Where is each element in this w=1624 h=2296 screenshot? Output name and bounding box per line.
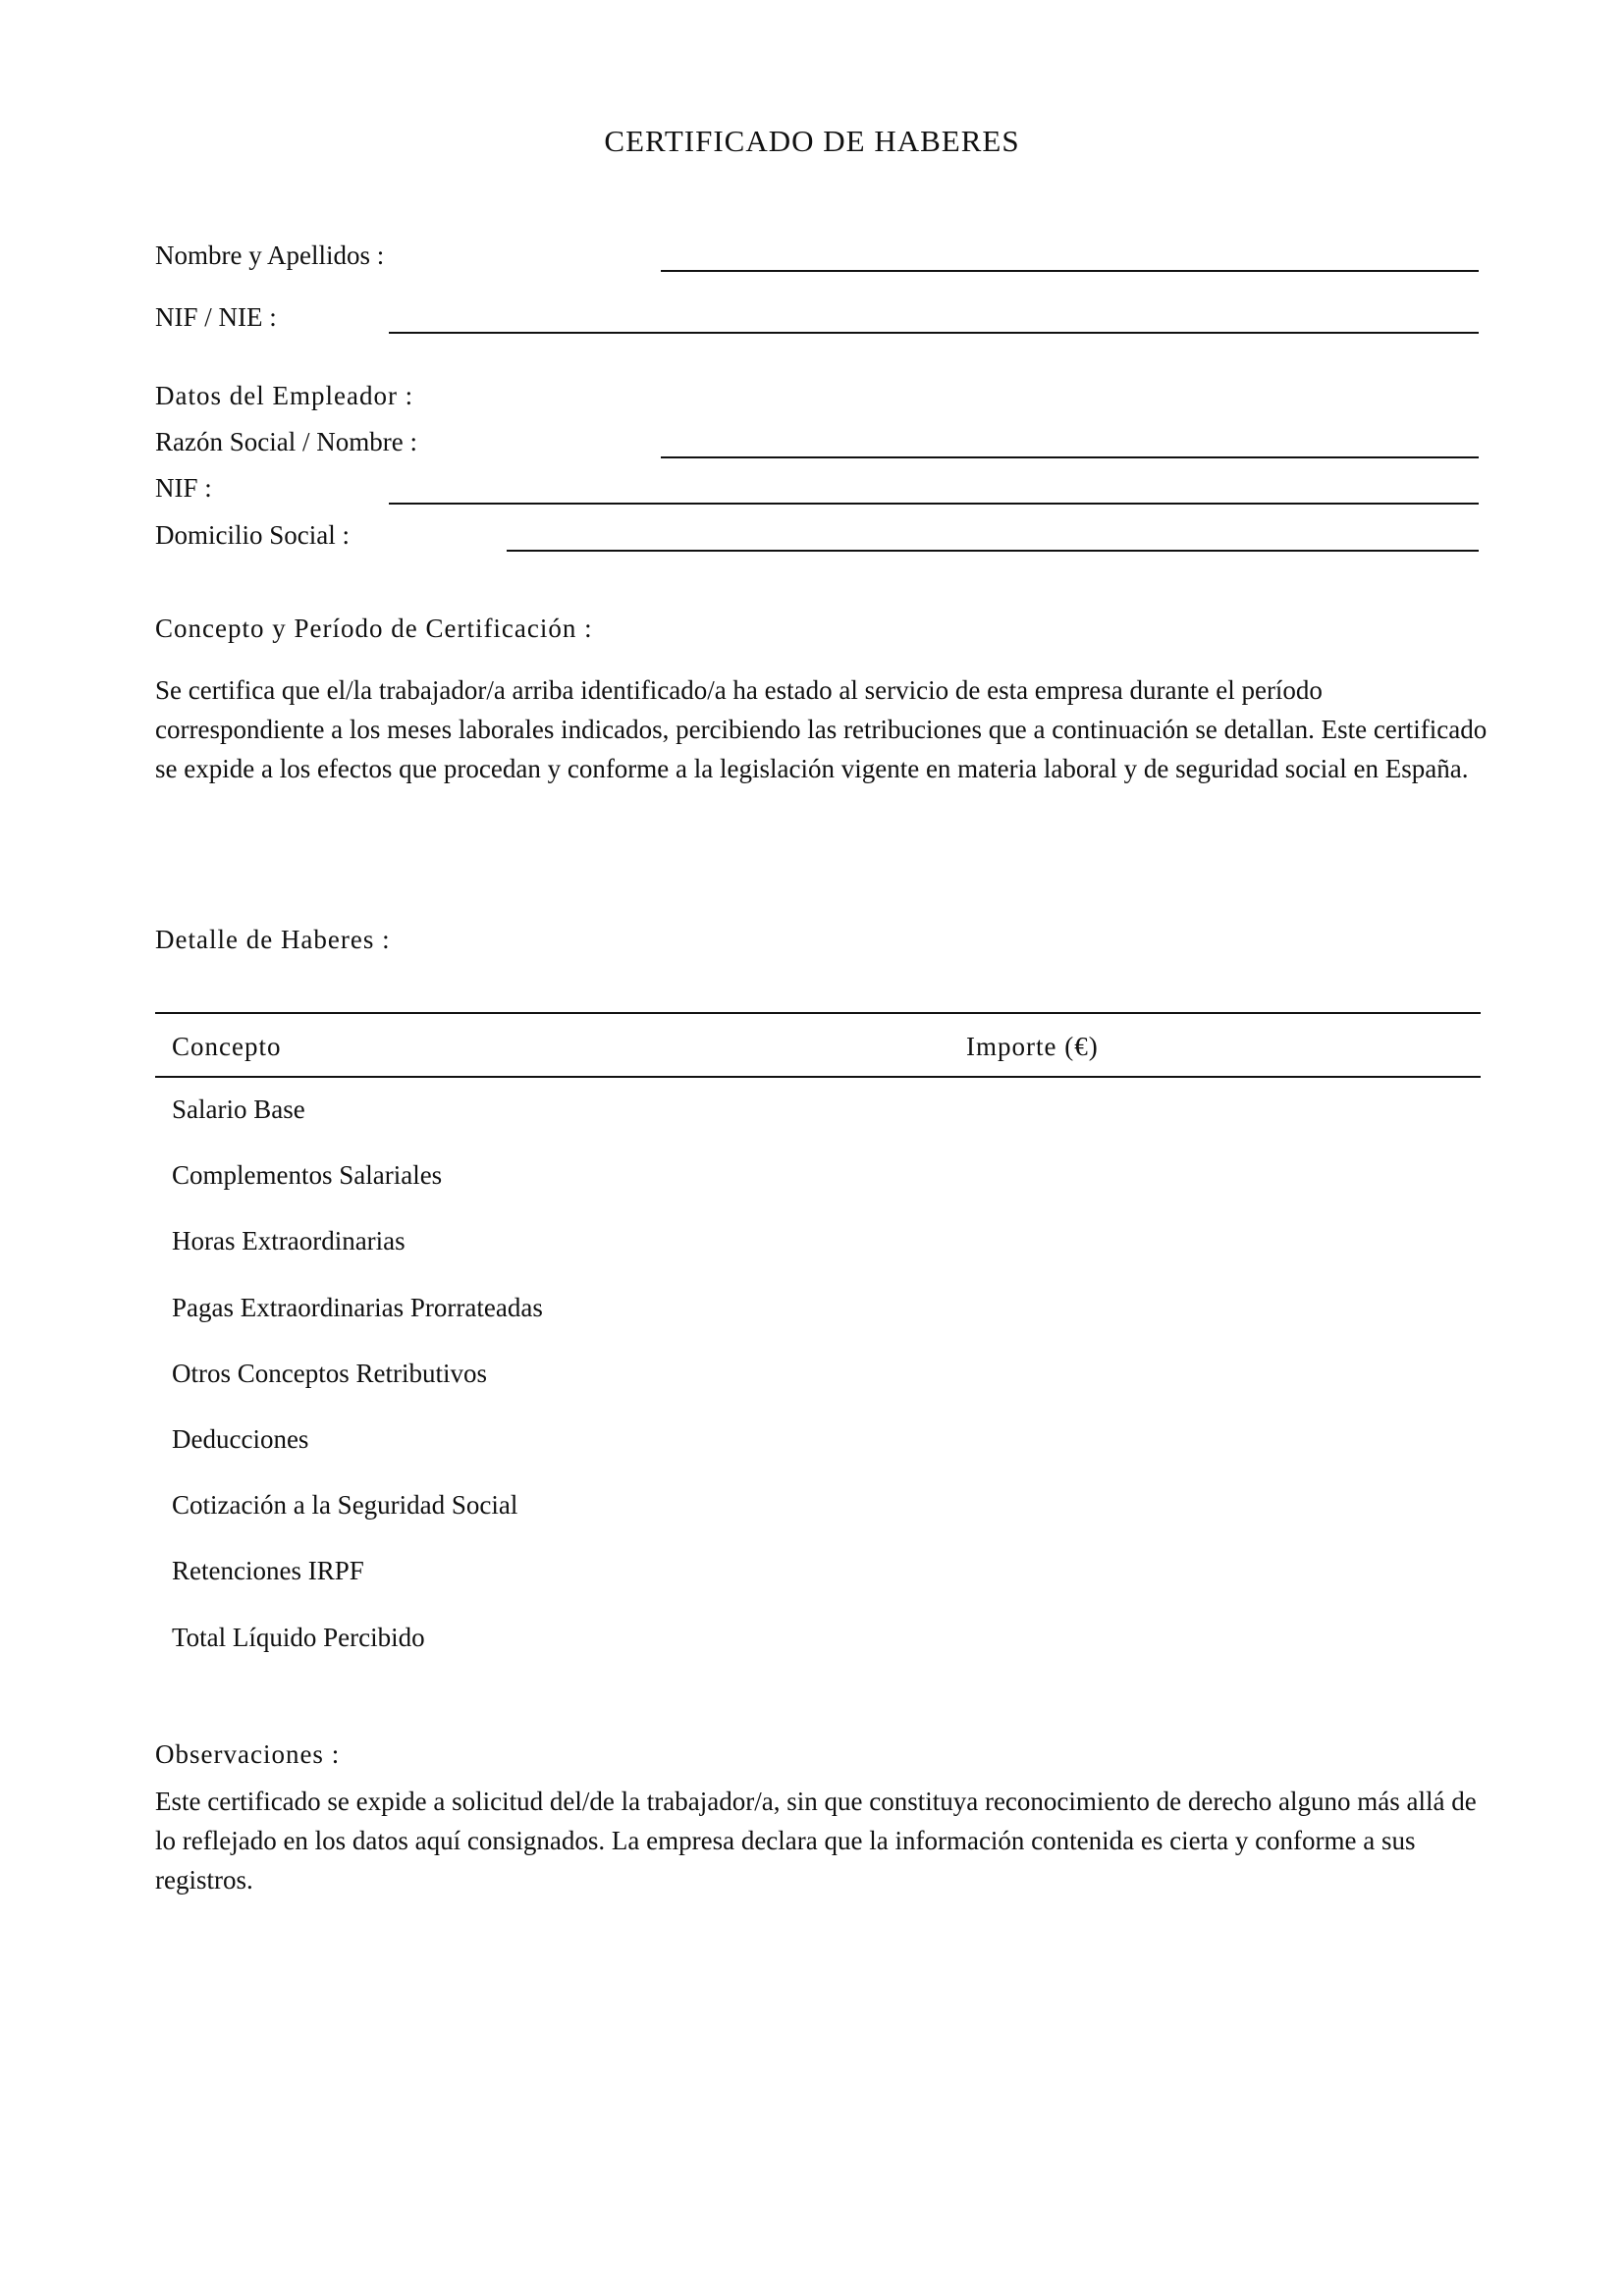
table-header-rule	[155, 1076, 1481, 1078]
table-row: Horas Extraordinarias	[172, 1226, 406, 1256]
employer-address-label: Domicilio Social :	[155, 520, 350, 550]
employee-name-field-line[interactable]	[661, 270, 1479, 272]
document-title: CERTIFICADO DE HABERES	[604, 124, 1020, 158]
employer-business-name-label: Razón Social / Nombre :	[155, 427, 417, 456]
employer-section-label: Datos del Empleador :	[155, 381, 414, 410]
certification-text: Se certifica que el/la trabajador/a arriba identificado/a ha estado al servicio de esta empresa durante el período correspondiente a los meses laborales indicados, percibiendo las retribuciones que a continuación se detallan. Este certificado se expide a los efectos que procedan y conforme a la legislación vigente en materia laboral y de seguridad social en España.	[155, 675, 1488, 783]
certification-heading: Concepto y Período de Certificación :	[155, 614, 593, 643]
table-row: Deducciones	[172, 1423, 309, 1454]
table-top-rule	[155, 1012, 1481, 1014]
observations-heading: Observaciones :	[155, 1739, 341, 1769]
table-row: Cotización a la Seguridad Social	[172, 1490, 518, 1521]
employer-business-name-field-line[interactable]	[661, 456, 1479, 458]
table-row: Complementos Salariales	[172, 1160, 443, 1191]
earnings-heading: Detalle de Haberes :	[155, 925, 391, 954]
employer-address-field-line[interactable]	[507, 550, 1479, 552]
table-row: Salario Base	[172, 1095, 305, 1124]
employer-nif-field-line[interactable]	[389, 503, 1479, 505]
table-row: Retenciones IRPF	[172, 1556, 364, 1586]
table-row: Total Líquido Percibido	[172, 1622, 425, 1652]
column-header-importe: Importe (€)	[966, 1032, 1099, 1061]
observations-text: Este certificado se expide a solicitud del/de la trabajador/a, sin que constituya reconocimiento de derecho alguno más allá de lo reflejado en los datos aquí consignados. La empresa declara que la información contenida es cierta y conforme a sus registros.	[155, 1787, 1477, 1895]
employee-nif-label: NIF / NIE :	[155, 302, 277, 332]
employer-nif-label: NIF :	[155, 473, 212, 503]
employee-name-label: Nombre y Apellidos :	[155, 240, 385, 270]
table-row: Otros Conceptos Retributivos	[172, 1358, 487, 1388]
employee-nif-field-line[interactable]	[389, 332, 1479, 334]
column-header-concepto: Concepto	[172, 1032, 282, 1061]
table-row: Pagas Extraordinarias Prorrateadas	[172, 1292, 543, 1322]
earnings-table-body	[172, 1093, 1478, 1686]
